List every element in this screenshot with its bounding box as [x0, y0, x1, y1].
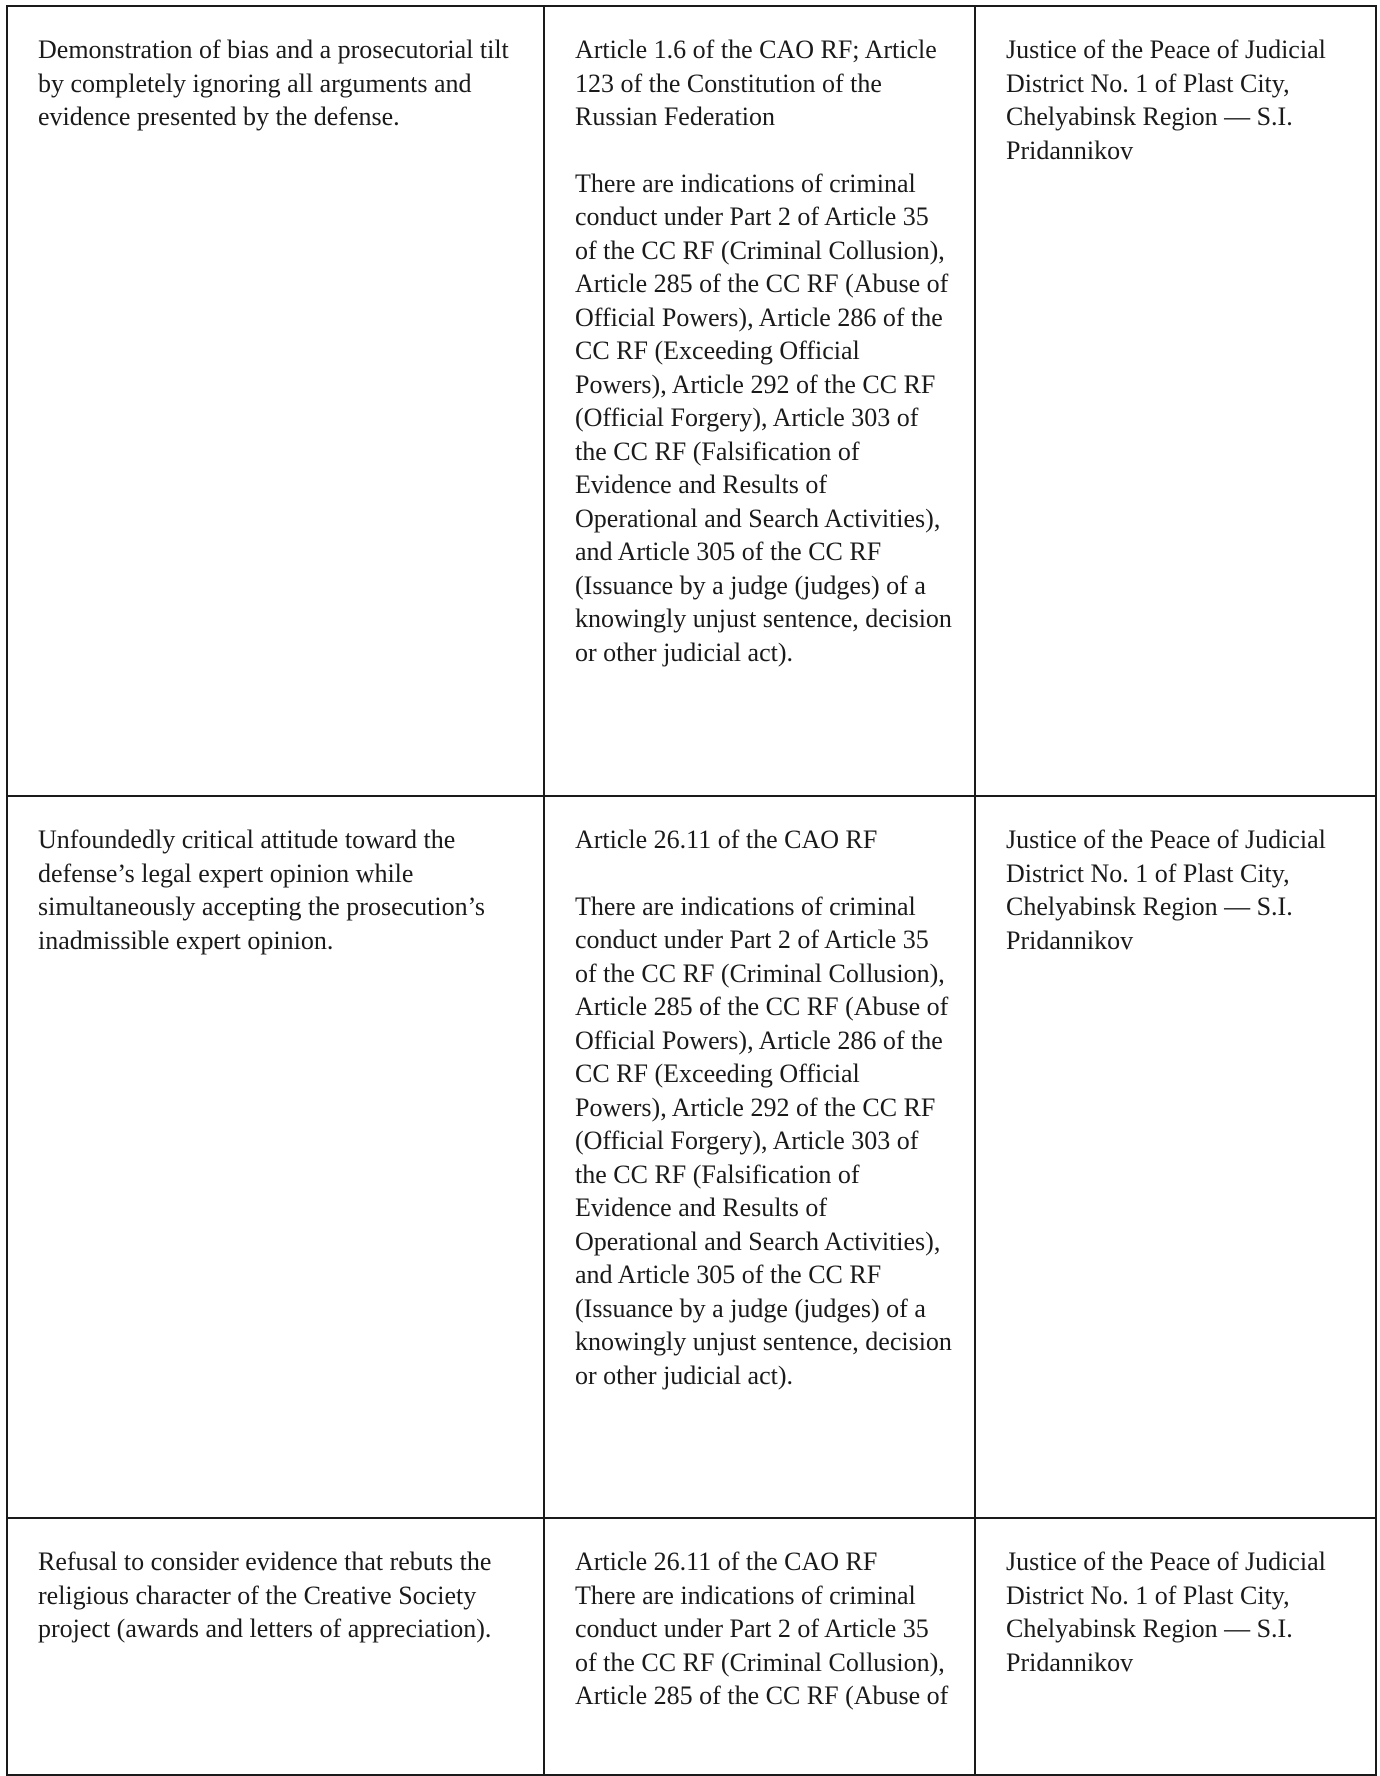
violation-cell — [7, 6, 544, 796]
legal-norm-cell — [544, 796, 975, 1518]
criminal-indications-text: There are indications of criminal conduct under Part 2 of Article 35 of the CC RF (Criminal Collusion), Article 285 of the CC RF (Abuse of Official Powers), Article 286 of the CC RF (Exceeding Official Powers), Article 292 of the CC RF (Official Forgery), Article 303 of the CC RF (Falsification of Evidence and Results of Operational and Search Activities), and Article 305 of the CC RF (Issuance by a judge (judges) of a knowingly unjust sentence, decision or other judicial act). — [575, 891, 952, 1390]
violation-text: Demonstration of bias and a prosecutorial tilt by completely ignoring all arguments and evidence presented by the defense. — [38, 35, 509, 131]
table-row — [7, 796, 1376, 1518]
legal-norm-primary: Article 1.6 of the CAO RF; Article 123 of the Constitution of the Russian Federation — [575, 35, 937, 131]
legal-norm-cell — [544, 1518, 975, 1775]
official-cell — [975, 796, 1376, 1518]
table-row — [7, 6, 1376, 796]
official-cell — [975, 6, 1376, 796]
violation-cell — [7, 1518, 544, 1775]
legal-norm-primary: Article 26.11 of the CAO RF — [575, 1547, 878, 1576]
legal-norm-clip — [575, 1545, 954, 1751]
official-text: Justice of the Peace of Judicial District No. 1 of Plast City, Chelyabinsk Region — S.I. Pridannikov — [1006, 825, 1326, 955]
criminal-indications-text: There are indications of criminal conduct under Part 2 of Article 35 of the CC RF (Criminal Collusion), Article 285 of the CC RF (Abuse of Official Powers), Article 286 of the CC RF (Exceeding Official Powers), Article 292 of the CC RF (Official Forgery), Article 303 of the CC RF (Falsification of Evidence and Results of Operational and Search Activities), and Article 305 of the CC RF (Issuance by a judge (judges) of a knowingly unjust sentence, decision or other judicial act). — [575, 168, 952, 667]
violations-table — [6, 5, 1377, 1776]
official-text: Justice of the Peace of Judicial District No. 1 of Plast City, Chelyabinsk Region — S.I. Pridannikov — [1006, 1547, 1326, 1677]
official-cell — [975, 1518, 1376, 1775]
violation-cell — [7, 796, 544, 1518]
table-row — [7, 1518, 1376, 1775]
criminal-indications-text: There are indications of criminal conduct under Part 2 of Article 35 of the CC RF (Criminal Collusion), Article 285 of the CC RF (Abuse of — [575, 1580, 949, 1710]
legal-norm-cell — [544, 6, 975, 796]
violation-text: Refusal to consider evidence that rebuts the religious character of the Creative Society project (awards and letters of appreciation). — [38, 1547, 492, 1643]
violation-text: Unfoundedly critical attitude toward the defense’s legal expert opinion while simultaneously accepting the prosecution’s inadmissible expert opinion. — [38, 825, 485, 955]
official-text: Justice of the Peace of Judicial District No. 1 of Plast City, Chelyabinsk Region — S.I. Pridannikov — [1006, 35, 1326, 165]
legal-norm-primary: Article 26.11 of the CAO RF — [575, 825, 878, 854]
